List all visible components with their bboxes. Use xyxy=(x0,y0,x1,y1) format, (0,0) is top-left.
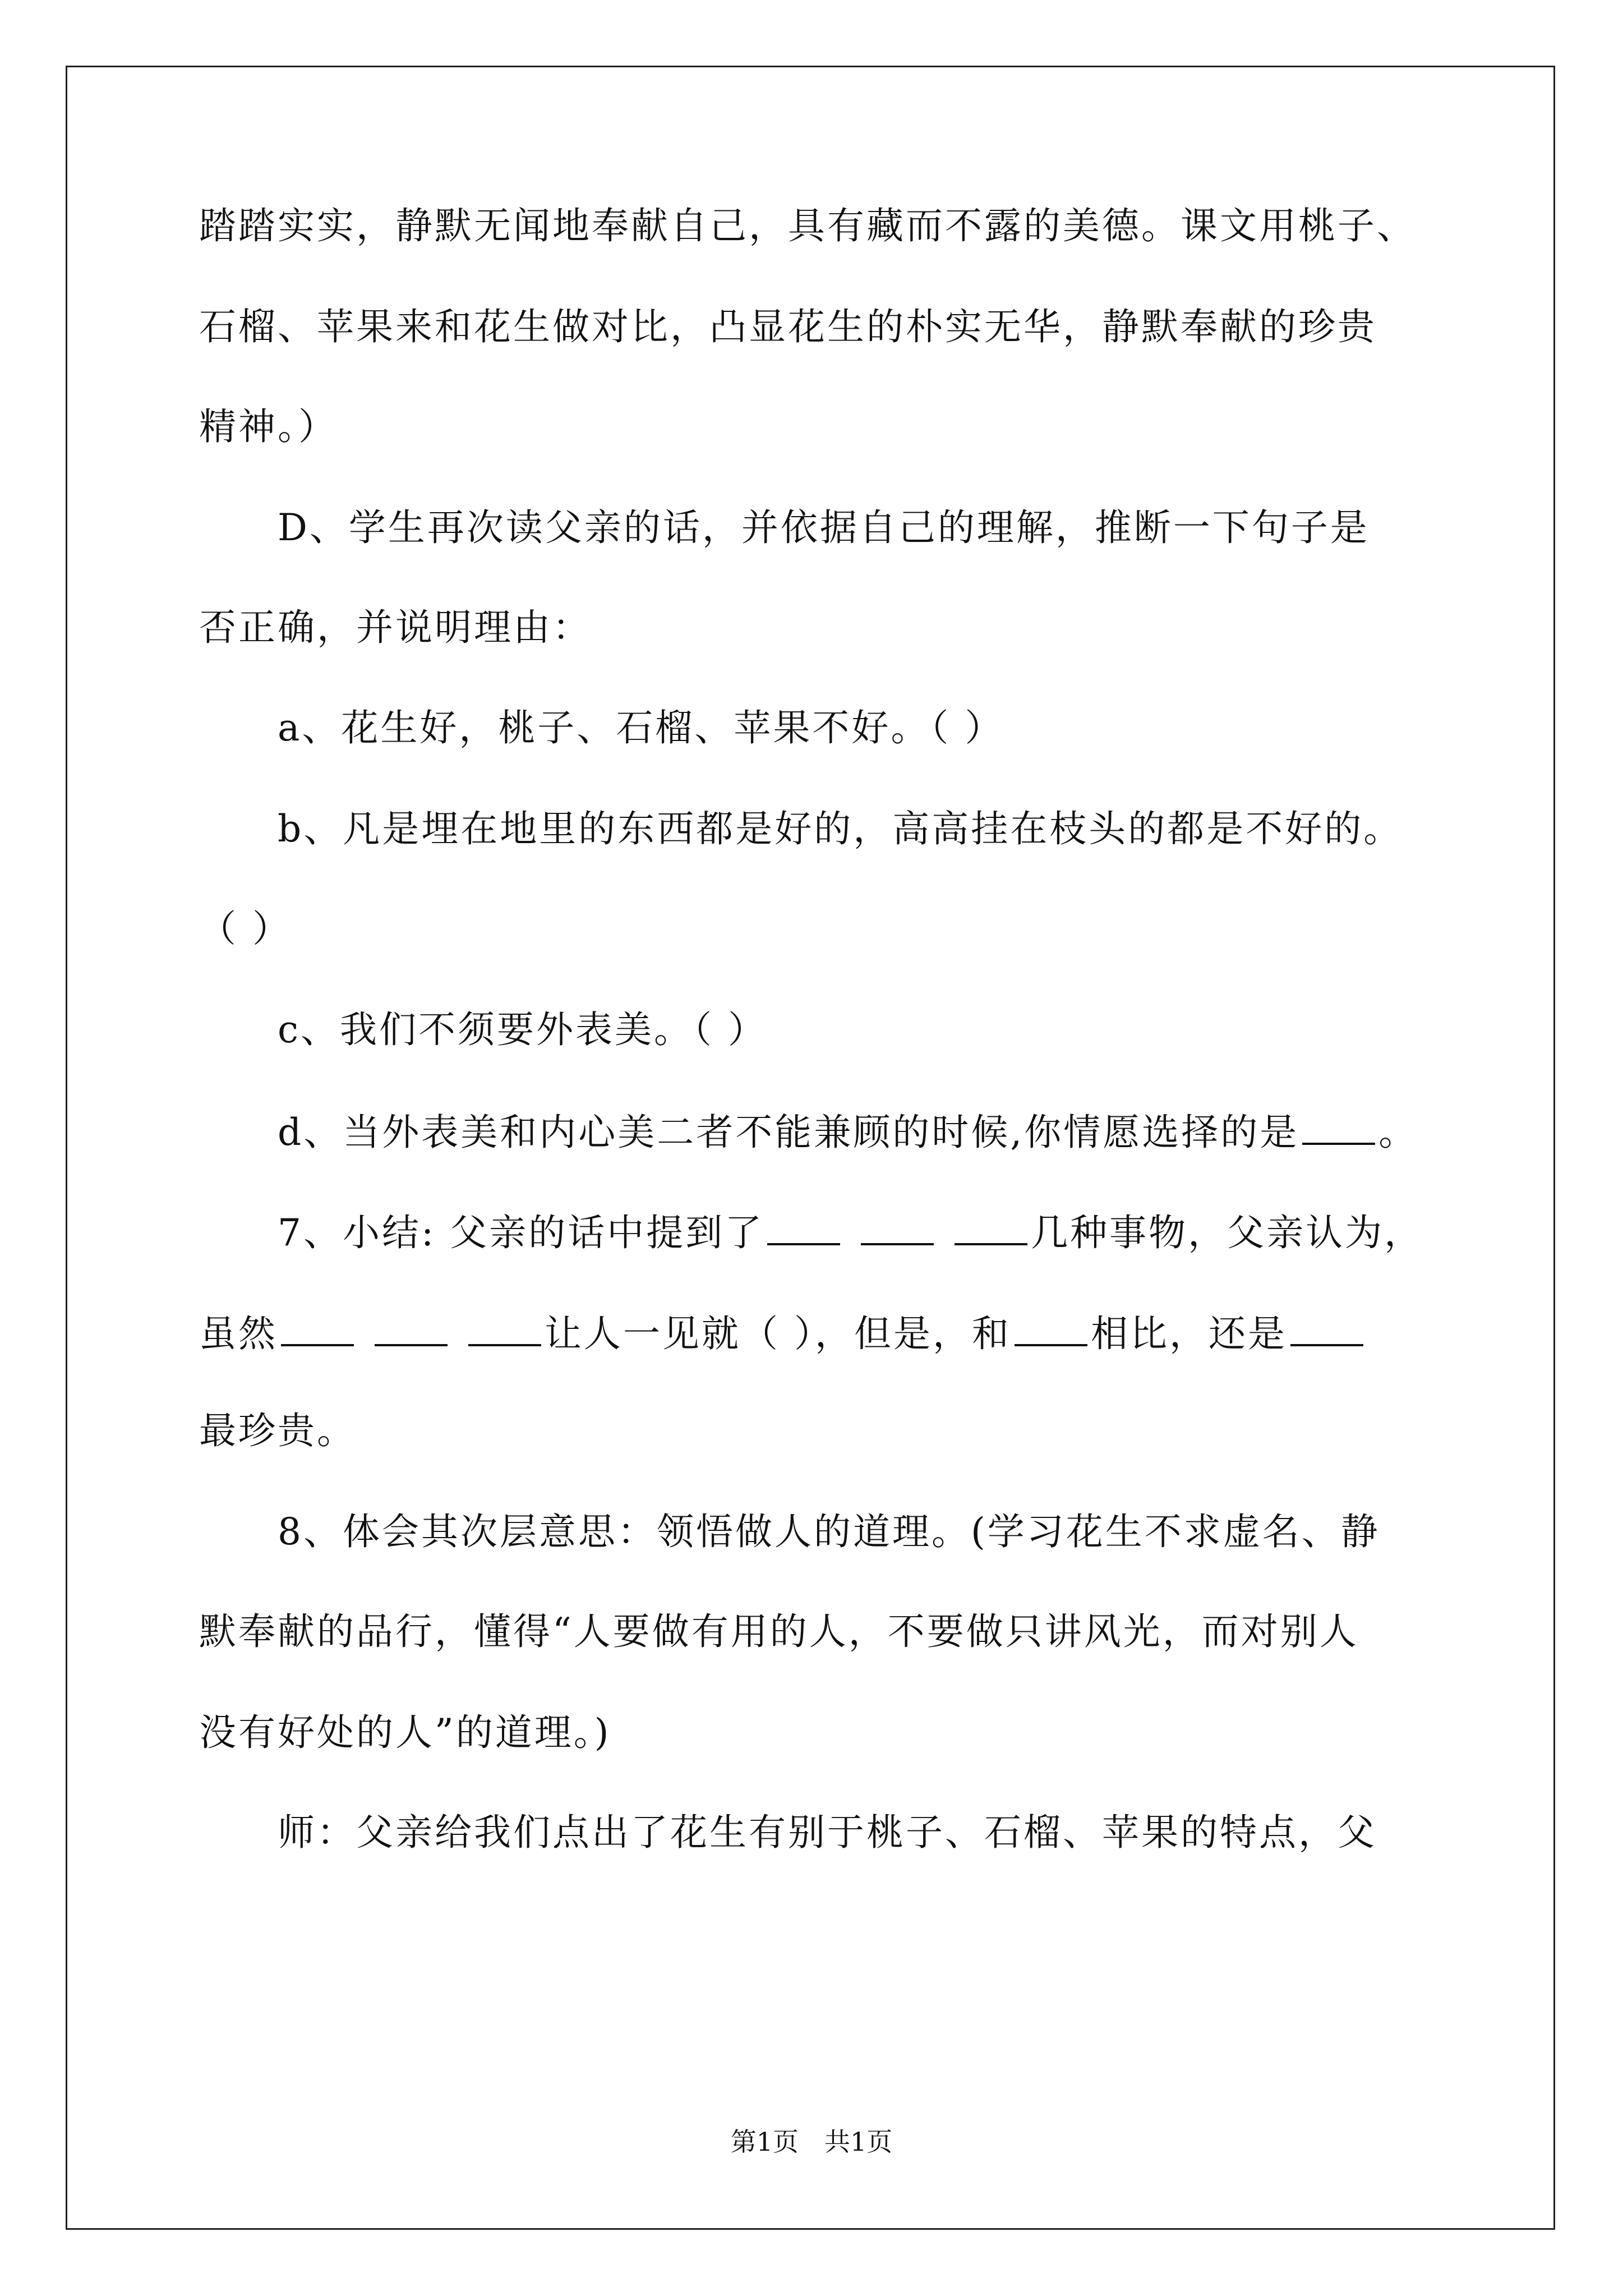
summary-text: 7、小结: 父亲的话中提到了 xyxy=(278,1211,764,1254)
question-item-c: c、我们不须要外表美。（ ） xyxy=(278,1008,767,1051)
summary-line-2 xyxy=(199,1312,1367,1355)
question-item-d xyxy=(278,1111,1418,1154)
paragraph-line: D、学生再次读父亲的话，并依据自己的理解，推断一下句子是 xyxy=(278,506,1370,549)
fill-blank xyxy=(767,1212,840,1245)
summary-text: 虽然 xyxy=(199,1312,278,1355)
page-footer: 第1页 共1页 xyxy=(730,2127,893,2157)
paragraph-line: 默奉献的品行，懂得“人要做有用的人，不要做只讲风光，而对别人 xyxy=(199,1610,1359,1653)
fill-blank xyxy=(468,1313,541,1346)
fill-blank xyxy=(861,1212,934,1245)
question-item-a: a、花生好，桃子、石榴、苹果不好。（ ） xyxy=(278,706,1004,749)
paragraph-line: 师：父亲给我们点出了花生有别于桃子、石榴、苹果的特点，父 xyxy=(278,1811,1377,1854)
question-item-b: b、凡是埋在地里的东西都是好的，高高挂在枝头的都是不好的。 xyxy=(278,807,1403,850)
item-d-text: d、当外表美和内心美二者不能兼顾的时候,你情愿选择的是 xyxy=(278,1111,1299,1154)
fill-blank xyxy=(1302,1111,1375,1145)
paragraph-line: 石榴、苹果来和花生做对比，凸显花生的朴实无华，静默奉献的珍贵 xyxy=(199,305,1377,348)
item-d-end: 。 xyxy=(1378,1111,1418,1154)
paragraph-line: 否正确，并说明理由： xyxy=(199,606,592,649)
summary-line-1 xyxy=(278,1211,1424,1254)
fill-blank xyxy=(955,1212,1027,1245)
paragraph-line: 没有好处的人”的道理。) xyxy=(199,1711,611,1754)
summary-text: 几种事物，父亲认为， xyxy=(1031,1211,1424,1254)
paragraph-line: 精神。） xyxy=(199,405,338,448)
fill-blank xyxy=(1290,1313,1363,1346)
fill-blank xyxy=(281,1313,354,1346)
paragraph-line: 8、体会其次层意思：领悟做人的道理。(学习花生不求虚名、静 xyxy=(278,1510,1380,1553)
summary-text: 相比，还是 xyxy=(1090,1312,1287,1355)
paragraph-line: 踏踏实实，静默无闻地奉献自己，具有藏而不露的美德。课文用桃子、 xyxy=(199,204,1416,247)
fill-blank xyxy=(375,1313,448,1346)
paragraph-line: 最珍贵。 xyxy=(199,1409,356,1452)
summary-text: 让人一见就（ ），但是，和 xyxy=(544,1312,1011,1355)
fill-blank xyxy=(1015,1313,1087,1346)
question-item-b-answer: （ ） xyxy=(199,907,292,950)
